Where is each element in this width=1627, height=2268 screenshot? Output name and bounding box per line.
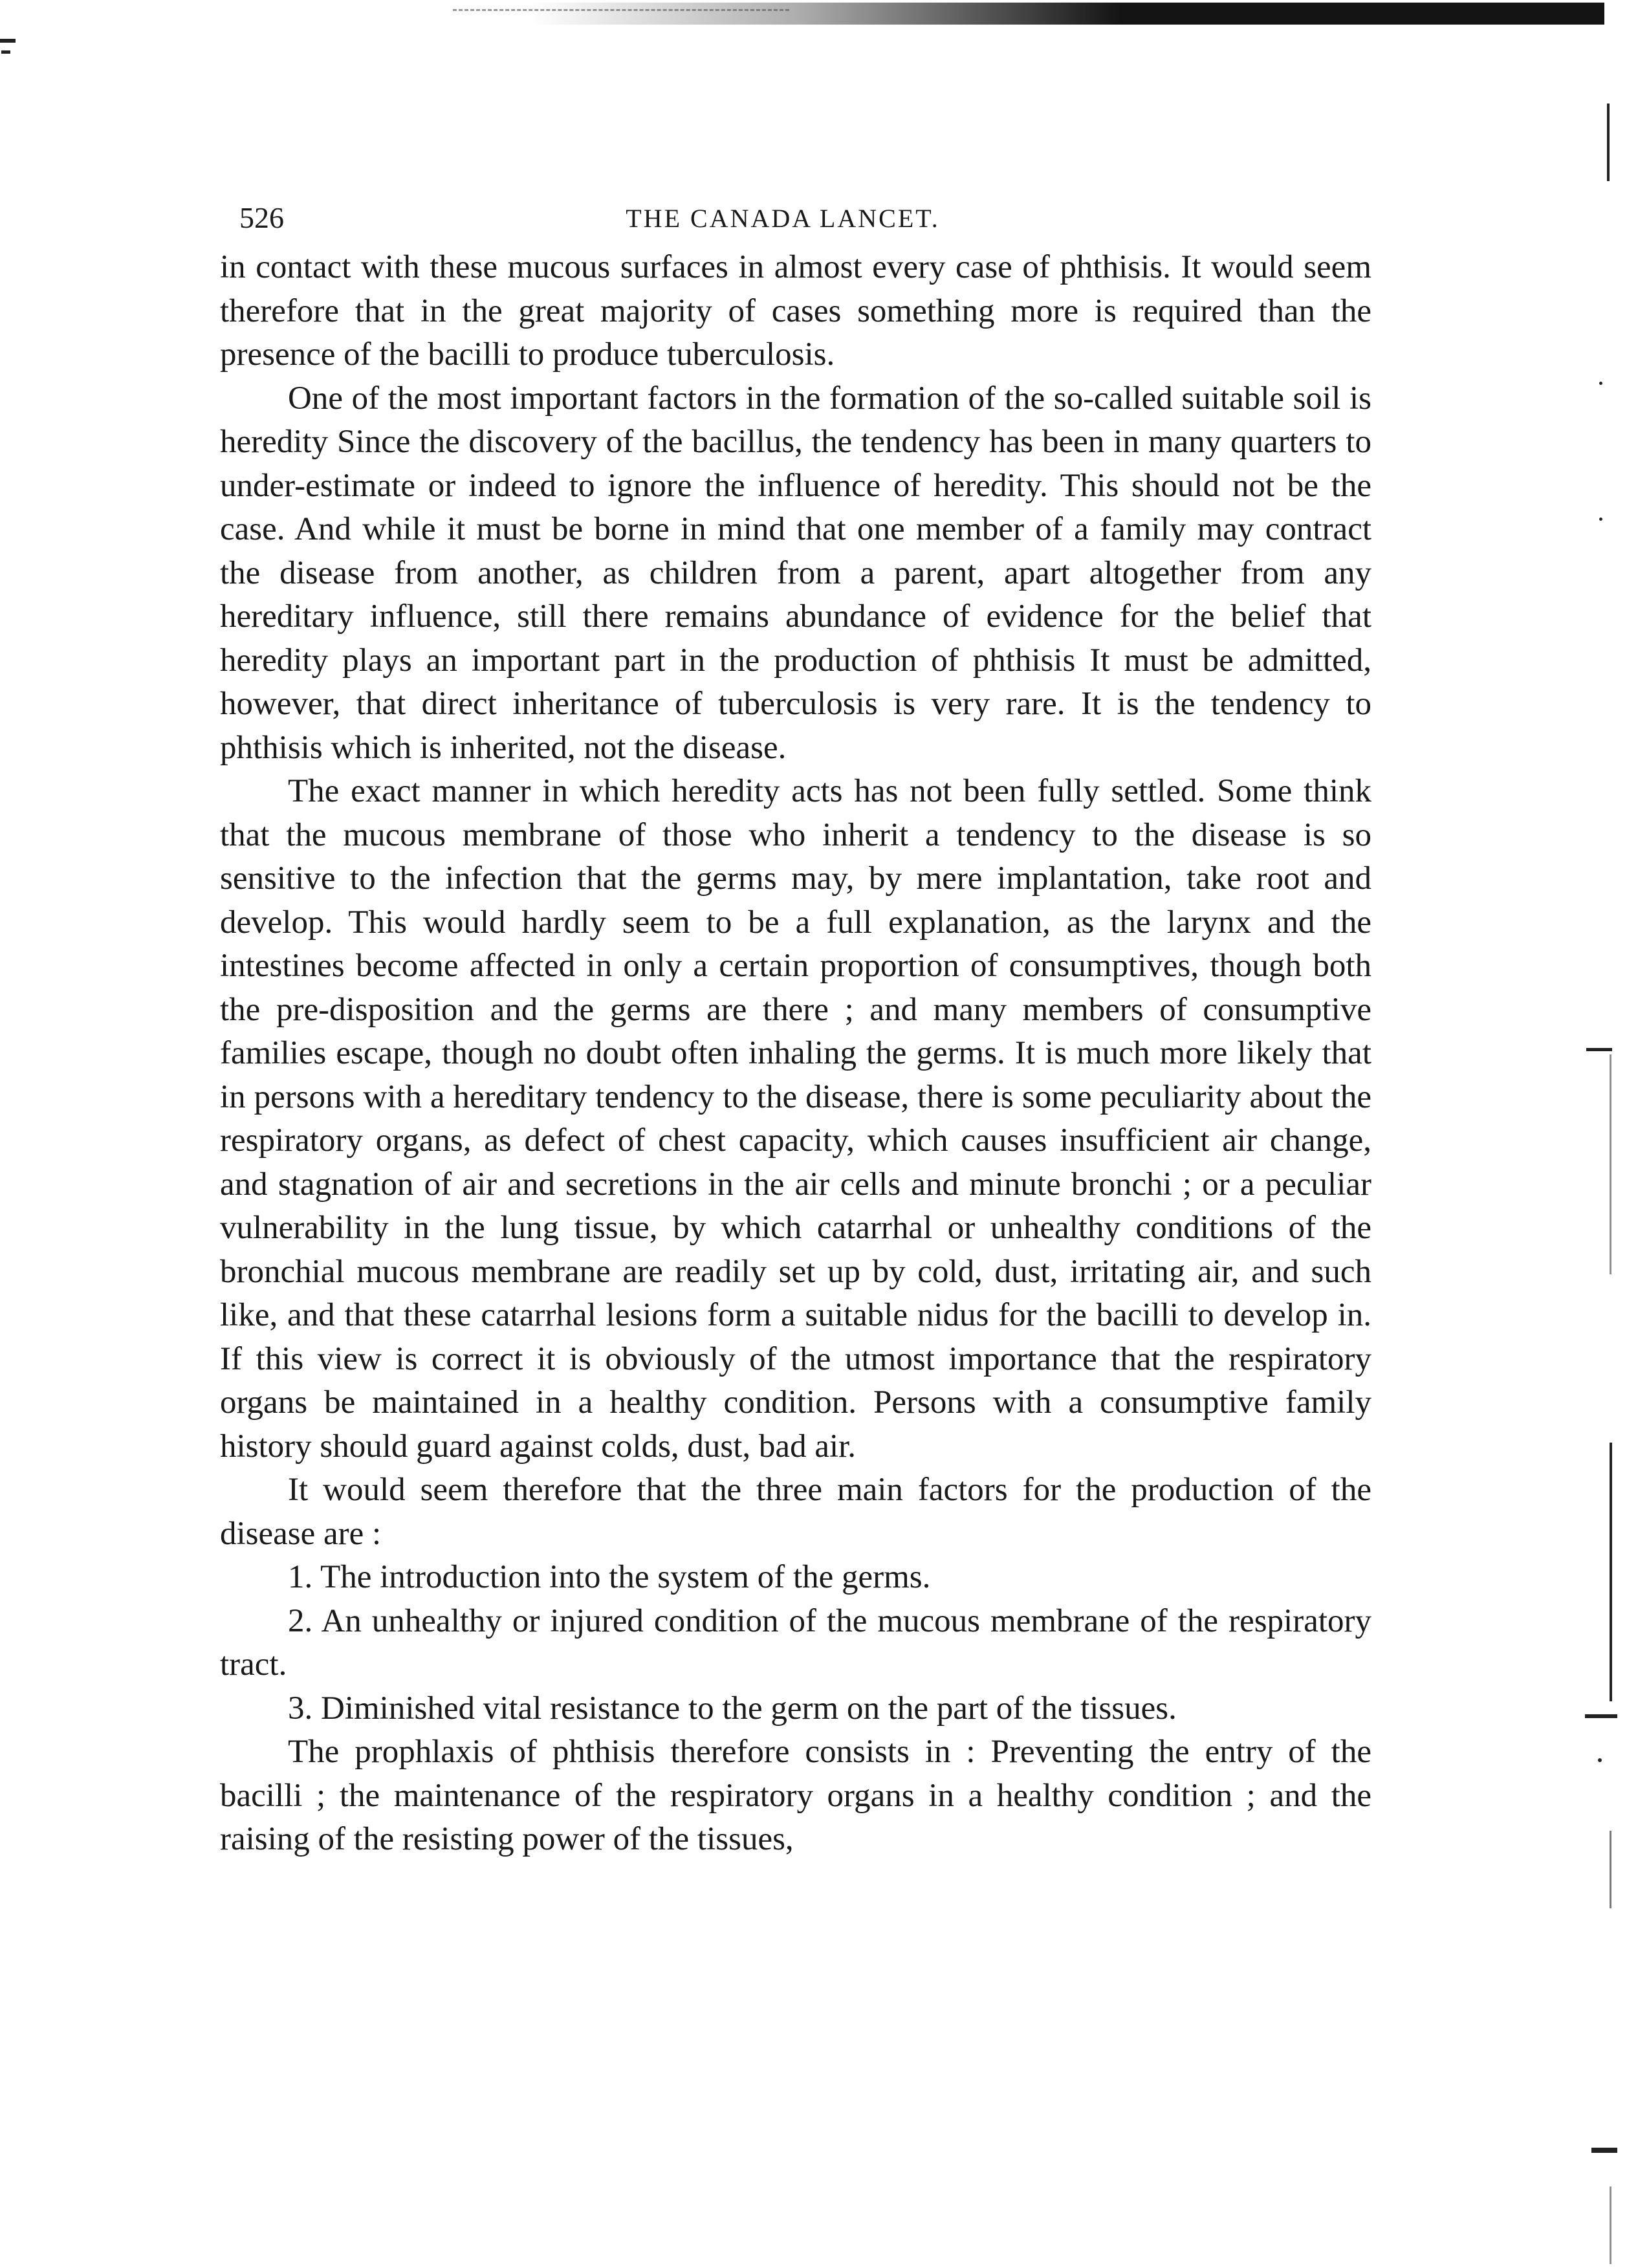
- scan-mark-right-10: [1591, 2148, 1617, 2153]
- scan-edge-shadow: [530, 3, 1604, 25]
- scan-mark-right-3: [1599, 518, 1602, 521]
- paragraph-mechanism: The exact manner in which heredity acts has not been fully settled. Some think that the mucous membrane of those who inherit a tendency to the disease is so sensitive to the infection that the germs may, by mere implantation, take root and develop. This would hardly seem to be a full explanation, as the larynx and the intestines become affected in only a certain proportion of consumptives, though both the pre-disposition and the germs are there ; and many members of consumptive families escape, though no doubt often inhaling the germs. It is much more likely that in persons with a hereditary tendency to the disease, there is some peculiarity about the respiratory organs, as defect of chest capacity, which causes insufficient air change, and stagnation of air and secretions in the air cells and minute bronchi ; or a peculiar vulnerability in the lung tissue, by which catarrhal or unhealthy conditions of the bronchial mucous membrane are readily set up by cold, dust, irritating air, and such like, and that these catarrhal lesions form a suitable nidus for the bacilli to develop in. If this view is correct it is obviously of the utmost importance that the respiratory organs be maintained in a healthy condition. Persons with a consumptive family history should guard against colds, dust, bad air.: [220, 773, 1371, 1465]
- scan-mark-right-2: [1599, 382, 1602, 385]
- scan-mark-right-9: [1610, 1831, 1611, 1908]
- paragraph-prophylaxis: The prophlaxis of phthisis therefore consists in : Preventing the entry of the bacilli ; the maintenance of the respiratory organs in a healthy condition ; and the raising of the resisting power of the tissues,: [220, 1734, 1371, 1857]
- scan-mark-right-7: [1585, 1714, 1617, 1718]
- paragraph-factors-intro: It would seem therefore that the three main factors for the production of the disease are :: [220, 1472, 1371, 1552]
- scan-mark-right-4: [1586, 1048, 1612, 1051]
- scan-mark-right-6: [1610, 1443, 1612, 1701]
- list-item-factor-1: 1. The introduction into the system of the germs.: [288, 1559, 931, 1595]
- paragraph-heredity: One of the most important factors in the formation of the so-called suitable soil is heredity Since the discovery of the bacillus, the tendency has been in many quarters to under-estimate or indeed to ignore the influence of heredity. This should not be the case. And while it must be borne in mind that one member of a family may contract the disease from another, as children from a parent, apart altogether from any hereditary influence, still there remains abundance of evidence for the belief that heredity plays an important part in the production of phthisis It must be admitted, however, that direct inheritance of tuberculosis is very rare. It is the tendency to phthisis which is inherited, not the disease.: [220, 380, 1371, 766]
- scan-mark-right-11: [1610, 2186, 1611, 2264]
- scan-mark-right-5: [1610, 1054, 1611, 1274]
- scan-mark-left-top: [0, 39, 16, 43]
- article-body: [220, 246, 1371, 1862]
- scan-mark-right-8: [1598, 1758, 1602, 1762]
- journal-page: [220, 194, 1371, 1862]
- list-item-factor-3: 3. Diminished vital resistance to the germ on the part of the tissues.: [288, 1690, 1177, 1727]
- list-item-factor-2: 2. An unhealthy or injured condition of the mucous membrane of the respiratory tract.: [220, 1602, 1371, 1683]
- page-number: 526: [239, 201, 284, 234]
- scan-mark-right-1: [1607, 104, 1610, 181]
- scan-mark-left-top-2: [1, 50, 10, 54]
- paragraph-continuation: in contact with these mucous surfaces in almost every case of phthisis. It would seem therefore that in the great majority of cases something more is required than the presence of the bacilli to produce tuberculosis.: [220, 249, 1371, 373]
- journal-title: THE CANADA LANCET.: [626, 204, 940, 233]
- scan-edge-dashes: [453, 9, 789, 13]
- running-head: [220, 194, 1371, 246]
